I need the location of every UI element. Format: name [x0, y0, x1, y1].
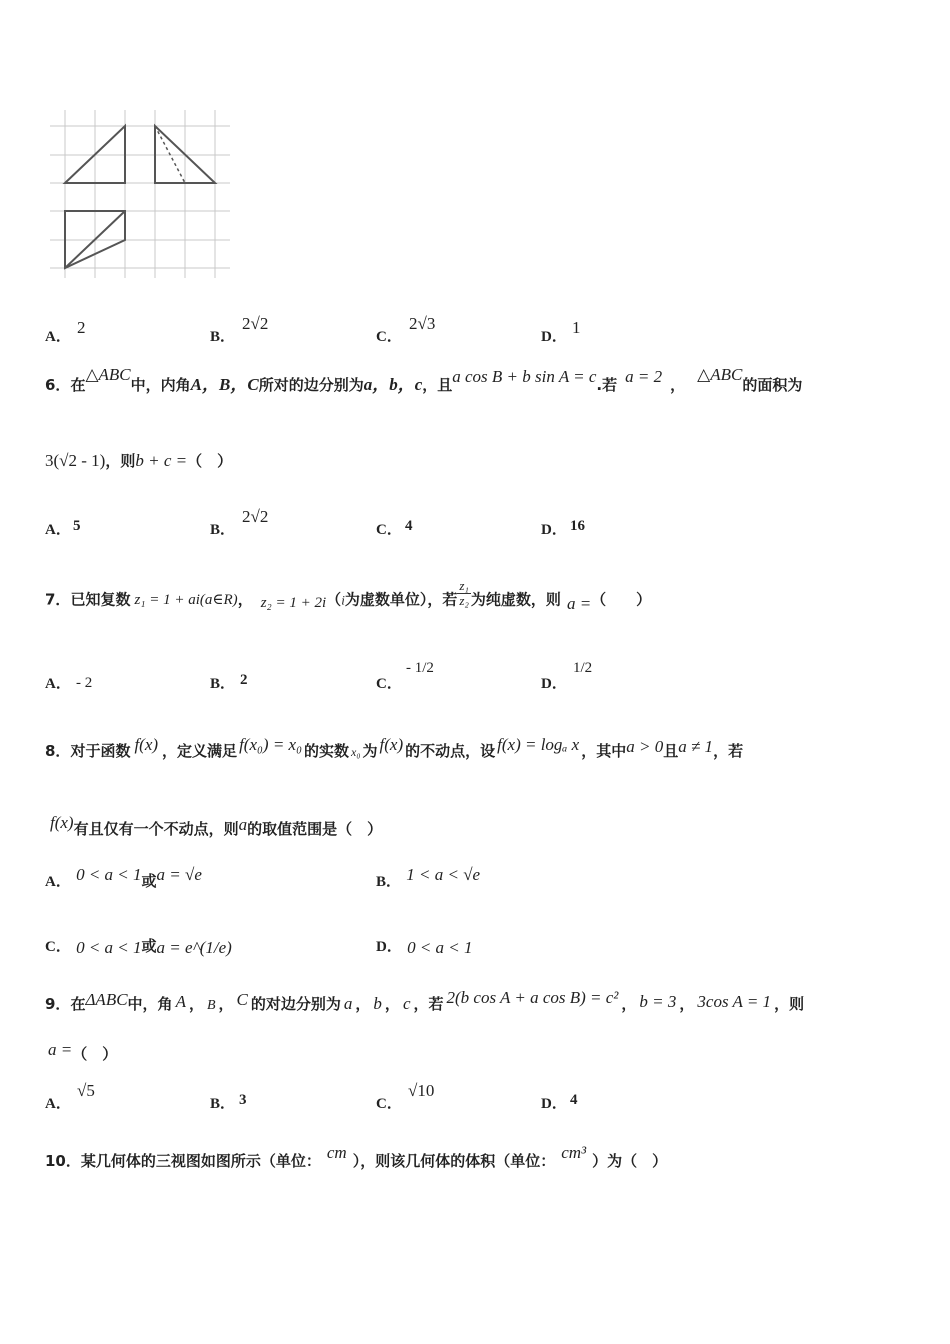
q7-number: 7．: [45, 590, 71, 609]
q8-text: ，定义满足: [162, 742, 238, 760]
q6-text: 中，内角: [130, 376, 191, 394]
q10-unit-cm3: cm³: [561, 1143, 587, 1162]
q8-option-d-label: D．: [376, 939, 402, 955]
q5-option-c-label: C．: [376, 329, 402, 345]
q8-text: 的实数: [304, 742, 350, 760]
q7-ask: a =: [566, 594, 592, 614]
q6-equation: a cos B + b sin A = c: [452, 367, 597, 386]
q8-text: 的取值范围是（ ）: [247, 820, 383, 838]
q8-option-c-range: 0 < a < 1: [76, 938, 142, 957]
q7-text: （: [326, 590, 342, 609]
q7-option-d-value: 1/2: [573, 660, 593, 676]
q9-text: ，则: [774, 995, 805, 1013]
q8-a: a: [238, 815, 248, 834]
q7-stem: [45, 578, 652, 615]
q5-option-c-value: 2√3: [409, 314, 436, 333]
q8-text: ，若: [713, 742, 744, 760]
q6-option-a-value: 5: [73, 518, 81, 534]
q9-option-c-label: C．: [376, 1096, 402, 1112]
q6-option-a-label: A．: [45, 522, 71, 538]
q6-option-c-label: C．: [376, 522, 402, 538]
q7-option-a-value: - 2: [76, 675, 93, 691]
q6-option-c-value: 4: [405, 518, 413, 534]
q8-option-c-label: C．: [45, 939, 71, 955]
q9-sep: ，: [218, 995, 234, 1013]
q7-frac-den: z₂: [459, 593, 469, 609]
q10-text: ），则该几何体的体积（单位：: [352, 1152, 556, 1170]
q7-option-c-label: C．: [376, 676, 402, 692]
q7-option-b-value: 2: [240, 672, 248, 688]
q10-stem: [45, 1143, 668, 1171]
q8-option-c: [45, 935, 232, 956]
q6-text: ，则: [105, 452, 136, 470]
q8-option-a: [45, 865, 202, 891]
q6-triangle: △ABC: [85, 365, 131, 384]
q7-text: ，: [237, 590, 253, 609]
q6-a-value: a = 2: [625, 367, 663, 386]
three-view-figure: [40, 100, 240, 285]
q7-text: （ ）: [591, 590, 652, 609]
q9-option-c-value: √10: [408, 1081, 435, 1100]
q6-stem: [45, 365, 803, 395]
q8-option-b-label: B．: [376, 874, 402, 890]
q7-z1: z₁ = 1 + ai(a∈R): [134, 592, 238, 609]
q9-option-d-label: D．: [541, 1096, 567, 1112]
q9-option-a-label: A．: [45, 1096, 71, 1112]
q9-side-a: a: [343, 994, 353, 1013]
q9-text: （ ）: [72, 1045, 118, 1063]
q5-option-b-value: 2√2: [242, 314, 269, 333]
q6-text: 在: [70, 376, 86, 394]
q5-option-d-label: D．: [541, 329, 567, 345]
q8-f-2: f(x): [379, 735, 404, 754]
q9-angle-a: A: [175, 992, 186, 1011]
q5-option-d-value: 1: [572, 318, 581, 337]
q9-option-b-label: B．: [210, 1096, 236, 1112]
q6-ask: b + c =: [135, 451, 188, 470]
q9-option-b-value: 3: [239, 1092, 247, 1108]
q10-number: 10．: [45, 1152, 81, 1170]
q6-text: ，且: [422, 376, 453, 394]
q6-option-b-label: B．: [210, 522, 236, 538]
q7-text: 已知复数: [70, 590, 131, 609]
q7-option-a-label: A．: [45, 676, 71, 692]
q9-ask: a =: [48, 1040, 73, 1059]
q8-log-function: f(x) = logₐ x: [497, 735, 580, 754]
q8-fixed-point-eq: f(x₀) = x₀: [239, 735, 302, 754]
q9-b-value: b = 3: [639, 992, 677, 1011]
q5-option-a-label: A．: [45, 329, 71, 345]
q9-number: 9．: [45, 995, 71, 1013]
q9-option-d-value: 4: [570, 1092, 578, 1108]
q10-text: 某几何体的三视图如图所示（单位：: [80, 1152, 321, 1170]
q7-z2: z₂ = 1 + 2i: [260, 595, 327, 612]
q7-text: 为纯虚数，则: [470, 590, 561, 609]
q8-text: 对于函数: [70, 742, 131, 760]
q8-option-a-label: A．: [45, 874, 71, 890]
q7-option-b-label: B．: [210, 676, 236, 692]
q9-sep: ，: [679, 995, 695, 1013]
q9-sep: ，: [621, 995, 637, 1013]
q6-number: 6．: [45, 376, 71, 394]
q6-stem-line2: [45, 450, 232, 471]
q8-text: 的不动点，设: [405, 742, 496, 760]
q7-option-c-value: - 1/2: [406, 660, 434, 676]
q6-angles: A，B，C: [190, 375, 259, 394]
q8-x0: x₀: [351, 745, 361, 759]
q8-option-b-range: 1 < a < √e: [406, 865, 481, 884]
q8-stem: [45, 735, 905, 761]
q6-text: 所对的边分别为: [258, 376, 364, 394]
q8-number: 8．: [45, 742, 71, 760]
q9-stem: [45, 988, 805, 1014]
q6-text: ，: [670, 376, 686, 394]
q9-triangle: ΔABC: [85, 990, 128, 1009]
q8-option-a-or: 或: [141, 872, 157, 890]
q9-cos-value: 3cos A = 1: [697, 992, 772, 1011]
q10-text: ）为（ ）: [592, 1152, 668, 1170]
q9-sep: ，: [355, 995, 371, 1013]
q6-text: 的面积为: [742, 376, 803, 394]
q8-cond-2: a ≠ 1: [678, 737, 714, 756]
q10-unit-cm: cm: [326, 1143, 347, 1162]
q6-option-d-label: D．: [541, 522, 567, 538]
q8-option-c-value: a = e^(1/e): [156, 938, 232, 957]
q8-option-d: [376, 935, 473, 956]
q8-f: f(x): [134, 735, 159, 754]
q7-text: 为虚数单位），若: [344, 590, 458, 609]
q9-text: ，若: [413, 995, 444, 1013]
q5-option-a-value: 2: [77, 318, 86, 337]
q9-side-b: b: [373, 994, 382, 1013]
q8-cond-1: a > 0: [626, 737, 664, 756]
q8-text: 为: [362, 742, 378, 760]
q6-text: .若: [596, 376, 618, 394]
q8-text: ，其中: [581, 742, 627, 760]
q8-f-3: f(x): [50, 813, 74, 832]
q9-angle-c: C: [236, 990, 248, 1009]
q7-i: i: [341, 592, 345, 608]
q9-angle-b: B: [206, 998, 216, 1013]
q8-option-a-range: 0 < a < 1: [76, 865, 142, 884]
q8-option-a-value: a = √e: [156, 865, 202, 884]
q9-text: 的对边分别为: [250, 995, 341, 1013]
q9-side-c: c: [402, 994, 411, 1013]
q6-sides: a，b，c: [363, 375, 423, 394]
q8-option-b: [376, 865, 481, 891]
q8-option-d-range: 0 < a < 1: [407, 938, 473, 957]
q6-triangle-2: △ABC: [697, 365, 743, 384]
q6-option-d-value: 16: [570, 518, 585, 534]
q8-option-c-or: 或: [141, 937, 157, 955]
q6-option-b-value: 2√2: [242, 507, 269, 526]
q9-stem-line2: [48, 1040, 118, 1064]
q8-text: 有且仅有一个不动点，则: [73, 820, 239, 838]
q9-option-a-value: √5: [77, 1081, 95, 1100]
q8-stem-line2: [50, 813, 383, 839]
q8-text: 且: [663, 742, 679, 760]
q9-equation: 2(b cos A + a cos B) = c²: [446, 988, 619, 1007]
q6-text: （ ）: [187, 452, 233, 470]
q9-sep: ，: [384, 995, 400, 1013]
q6-area: 3(√2 - 1): [45, 451, 106, 470]
q9-sep: ，: [188, 995, 204, 1013]
q7-frac-num: z₁: [459, 578, 469, 593]
q5-option-b-label: B．: [210, 329, 236, 345]
q7-option-d-label: D．: [541, 676, 567, 692]
q9-text: 中，角: [127, 995, 173, 1013]
q9-text: 在: [70, 995, 86, 1013]
